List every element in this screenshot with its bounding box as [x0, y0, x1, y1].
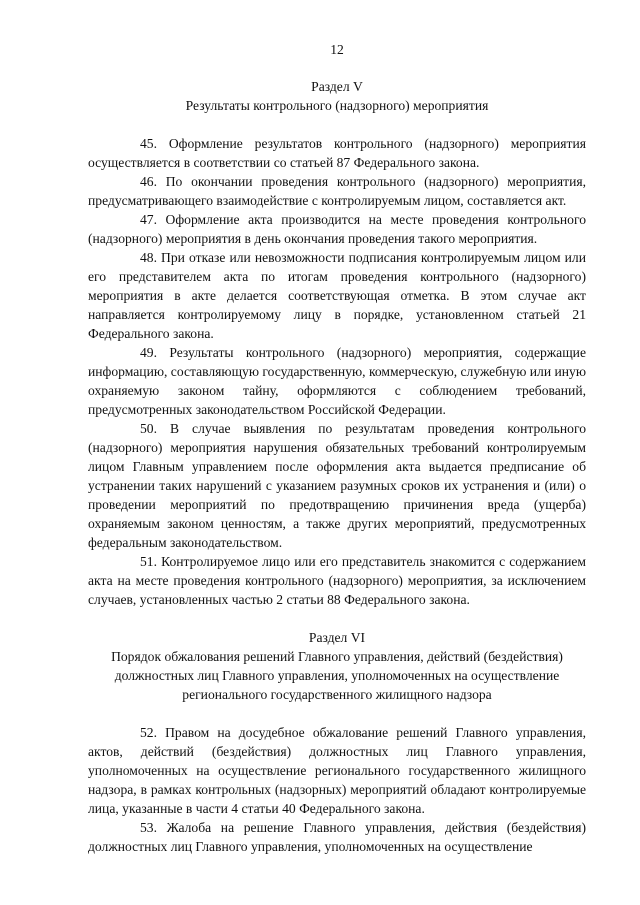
paragraph-49: 49. Результаты контрольного (надзорного) мероприятия, содержащие информацию, составляющую государственную, коммерческую, служебную или иную охраняемую законом тайну, оформляются с соблюдением требований, предусмотренных законодательством Российской Федерации.: [88, 345, 586, 417]
paragraph-53: 53. Жалоба на решение Главного управления, действия (бездействия) должностных лиц Главного управления, уполномоченных на осуществление: [88, 820, 586, 854]
section-heading: Раздел VI: [308, 630, 366, 645]
section-5: [88, 77, 586, 609]
section-6: [88, 628, 586, 856]
section-title-line: Результаты контрольного (надзорного) мероприятия: [185, 98, 489, 113]
section-title: [88, 647, 586, 704]
section-title-line: регионального государственного жилищного надзора: [182, 687, 492, 702]
paragraph-46: 46. По окончании проведения контрольного (надзорного) мероприятия, предусматривающего взаимодействие с контролируемым лицом, составляется акт.: [88, 174, 586, 208]
section-title: [88, 96, 586, 115]
paragraph-47: 47. Оформление акта производится на месте проведения контрольного (надзорного) мероприятия в день окончания проведения такого мероприятия.: [88, 212, 586, 246]
section-title-line: должностных лиц Главного управления, уполномоченных на осуществление: [114, 668, 560, 683]
paragraph-51: 51. Контролируемое лицо или его представитель знакомится с содержанием акта на месте проведения контрольного (надзорного) мероприятия, за исключением случаев, установленных частью 2 статьи 88 Федерального закона.: [88, 554, 586, 607]
paragraph-52: 52. Правом на досудебное обжалование решений Главного управления, актов, действий (бездействия) должностных лиц Главного управления, уполномоченных на осуществление регионального государственного жилищного надзора, в рамках контрольных (надзорных) мероприятий обладают контролируемые лица, указанные в части 4 статьи 40 Федерального закона.: [88, 725, 586, 816]
section-heading: Раздел V: [311, 79, 363, 94]
paragraph-48: 48. При отказе или невозможности подписания контролируемым лицом или его представителем акта по итогам проведения контрольного (надзорного) мероприятия в акте делается соответствующая отметка. В этом случае акт направляется контролируемому лицу в порядке, установленном статьей 21 Федерального закона.: [88, 250, 586, 341]
page-number: 12: [330, 42, 344, 57]
paragraph-45: 45. Оформление результатов контрольного (надзорного) мероприятия осуществляется в соответствии со статьей 87 Федерального закона.: [88, 136, 586, 170]
paragraph-50: 50. В случае выявления по результатам проведения контрольного (надзорного) мероприятия нарушения обязательных требований контролируемым лицом Главным управлением после оформления акта выдается предписание об устранении таких нарушений с указанием разумных сроков их устранения и (или) о проведении мероприятий по предотвращению причинения вреда (ущерба) охраняемым законом ценностям, а также других мероприятий, предусмотренных федеральным законодательством.: [88, 421, 586, 550]
document-page: [88, 40, 586, 856]
section-title-line: Порядок обжалования решений Главного управления, действий (бездействия): [111, 649, 563, 664]
